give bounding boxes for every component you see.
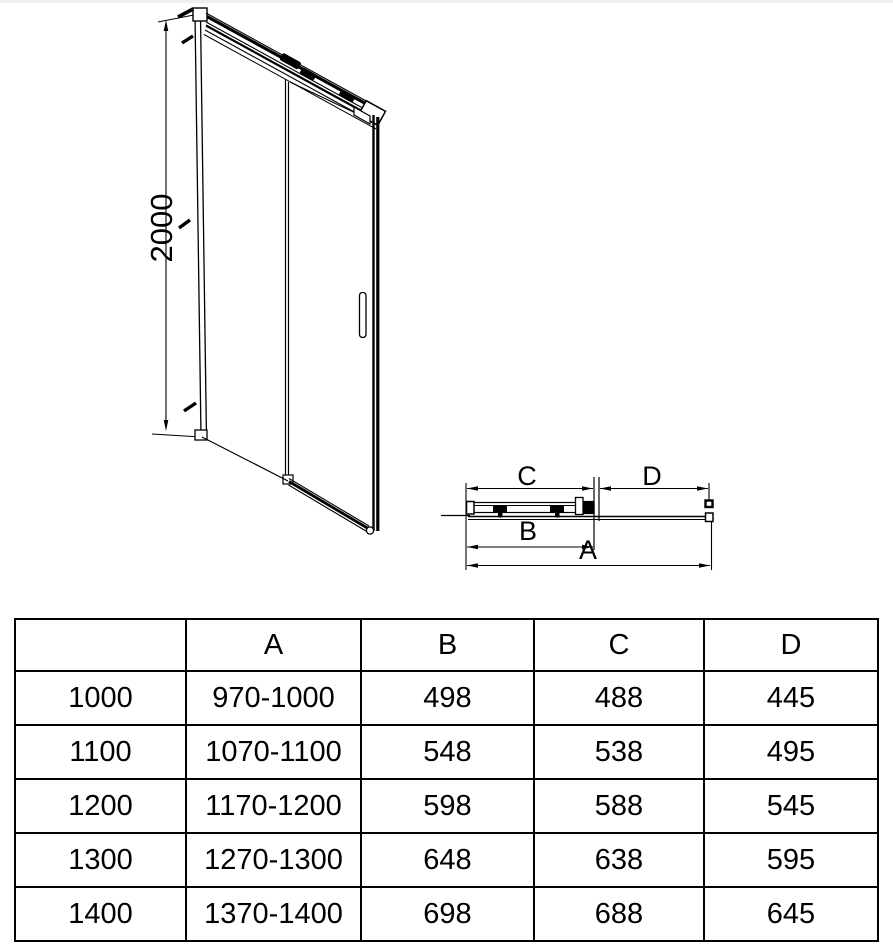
cell-a: 1170-1200 <box>186 779 361 833</box>
wall-bracket-icon <box>182 36 193 43</box>
roller-icon <box>338 89 355 103</box>
wall-profile-top-cap <box>193 8 207 21</box>
sliding-door <box>290 82 378 531</box>
table-header-row <box>15 619 878 671</box>
cell-d: 445 <box>704 671 878 725</box>
cell-a: 1270-1300 <box>186 833 361 887</box>
header-c: C <box>534 619 704 671</box>
dimension-d-label: D <box>642 461 662 491</box>
table-row <box>15 779 878 833</box>
door-left-cap <box>467 502 475 515</box>
bottom-rail-end-cap <box>366 527 373 534</box>
cell-a: 970-1000 <box>186 671 361 725</box>
door-edge-block <box>584 502 595 514</box>
roller-icon <box>493 506 507 514</box>
table-row <box>15 833 878 887</box>
wall-profile-end-block <box>706 501 713 508</box>
fixed-panel-edge <box>283 79 293 484</box>
plan-view-diagram <box>441 461 713 570</box>
fixed-glass-bottom-edge <box>202 437 288 481</box>
cell-d: 545 <box>704 779 878 833</box>
wall-profile-left <box>178 8 207 440</box>
height-dimension <box>144 13 204 437</box>
cell-a: 1370-1400 <box>186 887 361 941</box>
cell-b: 548 <box>361 725 534 779</box>
table-row <box>15 725 878 779</box>
cell-d: 495 <box>704 725 878 779</box>
door-handle <box>360 293 367 338</box>
header-d: D <box>704 619 878 671</box>
dimension-arrow-right-icon <box>697 486 708 491</box>
dimension-arrow-left-icon <box>467 486 478 491</box>
dimension-b <box>467 516 593 549</box>
cell-b: 698 <box>361 887 534 941</box>
cell-b: 648 <box>361 833 534 887</box>
wall-bracket-icon <box>184 403 196 411</box>
dimension-arrow-right-icon <box>582 486 593 491</box>
header-a: A <box>186 619 361 671</box>
cell-d: 595 <box>704 833 878 887</box>
cell-c: 638 <box>534 833 704 887</box>
cell-size: 1100 <box>15 725 186 779</box>
dimension-c <box>467 461 593 491</box>
cell-d: 645 <box>704 887 878 941</box>
cell-c: 688 <box>534 887 704 941</box>
cell-c: 588 <box>534 779 704 833</box>
header-size <box>15 619 186 671</box>
bottom-rail <box>202 437 374 534</box>
plan-fixed-panel <box>468 513 713 522</box>
dimension-arrow-down-icon <box>164 420 169 431</box>
dimension-c-label: C <box>517 461 537 491</box>
front-view-diagram <box>144 8 385 534</box>
dimension-arrow-left-icon <box>467 563 478 568</box>
dimension-a <box>467 535 710 568</box>
size-table-section <box>14 618 877 940</box>
table-row <box>15 671 878 725</box>
door-edge-bracket <box>576 498 584 515</box>
dimension-d <box>600 461 708 491</box>
cell-c: 488 <box>534 671 704 725</box>
dimension-b-label: B <box>518 516 538 546</box>
cell-b: 598 <box>361 779 534 833</box>
dimension-arrow-up-icon <box>164 20 169 31</box>
dimension-arrow-left-icon <box>467 545 478 550</box>
roller-icon <box>550 506 564 514</box>
cell-size: 1400 <box>15 887 186 941</box>
cell-size: 1000 <box>15 671 186 725</box>
cell-b: 498 <box>361 671 534 725</box>
cell-c: 538 <box>534 725 704 779</box>
table-row <box>15 887 878 941</box>
cell-size: 1200 <box>15 779 186 833</box>
size-table <box>14 618 879 942</box>
dimension-a-label: A <box>578 535 598 565</box>
header-b: B <box>361 619 534 671</box>
dimension-arrow-right-icon <box>699 563 710 568</box>
dimension-arrow-left-icon <box>600 486 611 491</box>
cell-a: 1070-1100 <box>186 725 361 779</box>
cell-size: 1300 <box>15 833 186 887</box>
panel-right-cap <box>706 513 714 522</box>
height-dimension-label: 2000 <box>144 193 179 263</box>
wall-bracket-icon <box>179 220 190 228</box>
